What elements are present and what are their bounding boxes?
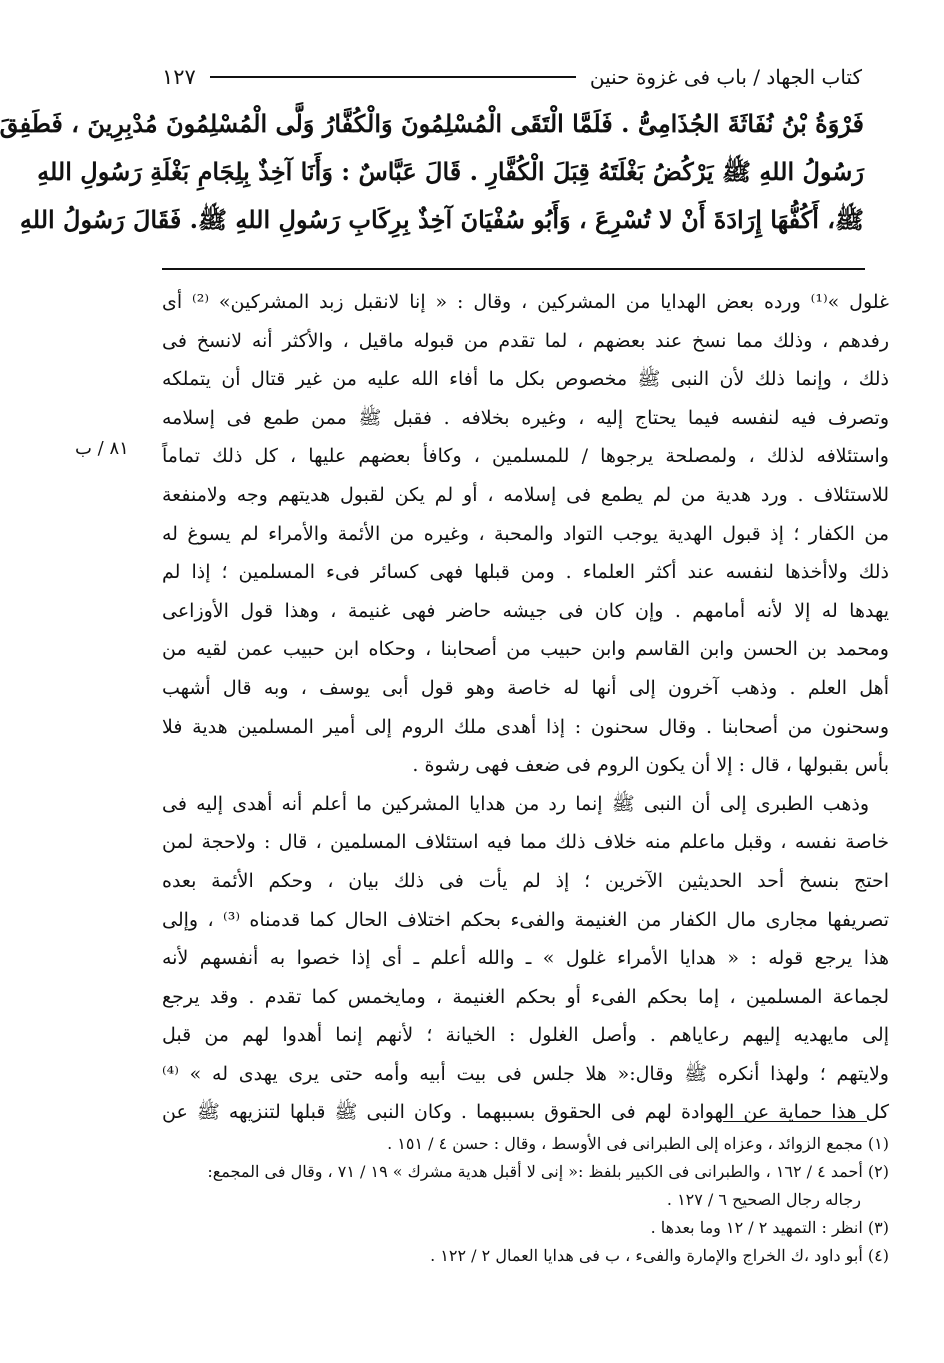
- footnote: (٤) أبو داود ،ك الخراج والإمارة والفىء ، ب فى هدايا العمال ٢ / ١٢٢ .: [430, 1246, 889, 1265]
- commentary-line: بأس بقبولها ، قال : إلا أن يكون الروم فى ضعف فهى رشوة .: [412, 754, 889, 777]
- commentary-line: أهل العلم . وذهب آخرون إلى أنها له خاصة وهو قول أبى يوسف ، وبه قال أشهب: [162, 676, 889, 699]
- commentary-line: غلول »⁽¹⁾ ورده بعض الهدايا من المشركين ، وقال : « إنا لانقبل زبد المشركين» ⁽²⁾ أى: [162, 291, 889, 313]
- commentary-line: ذلك ولاأخذها لنفسه عند أكثر العلماء . ومن قبلها فهى كسائر فىء المسلمين ؛ إذا لم: [162, 561, 889, 584]
- commentary-line: خاصة نفسه ، وقبل ماعلم منه خلاف ذلك مما فيه استئلاف المسلمين ، قال : ولاحجة لمن: [162, 831, 889, 854]
- hadith-line: ﷺ، أَكُفُّهَا إِرَادَةَ أَنْ لا تُسْرِعَ ، وَأَبُو سُفْيَانَ آخِذٌ بِرِكَابِ رَسُولِ اللهِ ﷺ. فَقَالَ رَسُولُ اللهِ: [19, 205, 864, 234]
- footnotes: [162, 1130, 889, 1270]
- commentary-line: إلى مايهديه إليهم رعاياهم . وأصل الغلول : الخيانة ؛ لأنهم إنما أهدوا لهم من قبل: [162, 1024, 889, 1047]
- commentary-line: للاستئلاف . ورد هدية من لم يطمع فى إسلامه ، أو لم يكن لقبول هديتهم وجه ولامنفعة: [162, 483, 889, 506]
- commentary-line: تصريفها مجارى مال الكفار من الغنيمة والفىء بحكم اختلاف الحال كما قدمناه ⁽³⁾ ، وإلى: [162, 908, 889, 931]
- commentary-line: ذلك ، وإنما ذلك لأن النبى ﷺ مخصوص بكل ما أفاء الله عليه من غير قتال أن يتملكه: [162, 368, 889, 391]
- commentary-text: [162, 283, 889, 1132]
- commentary-line: يهدها له إلا لأنه أمامهم . وإن كان فى جيشه حاضر فهى غنيمة ، وهذا قول الأوزاعى: [162, 599, 889, 622]
- commentary-line: هذا يرجع قوله : « هدايا الأمراء غلول » ـ والله أعلم ـ أى إذا خصوا به أنفسهم لأنه: [162, 947, 889, 970]
- running-title: كتاب الجهاد / باب فى غزوة حنين: [589, 65, 862, 89]
- commentary-line: وسحنون من أصحابنا . وقال سحنون : إذا أهدى ملك الروم إلى أمير المسلمين هدية فلا: [162, 715, 889, 738]
- commentary-line: لجماعة المسلمين ، إما بحكم الفىء أو بحكم الغنيمة ، ومايخمس كما تقدم . وقد يرجع: [162, 985, 889, 1008]
- page-header: [162, 62, 862, 92]
- section-divider: [162, 268, 865, 270]
- footnote: (٣) انظر : التمهيد ٢ / ١٢ وما بعدها .: [650, 1218, 889, 1237]
- commentary-line: رفدهم ، وذلك مما نسخ عند بعضهم ، لما تقدم من قبوله ماقيل ، والأكثر أنه لانسخ فى: [162, 329, 889, 352]
- commentary-line: وتصرف فيه لنفسه فيما يحتاج إليه ، وغيره بخلافه . فقبل ﷺ ممن طمع فى إسلامه: [162, 406, 889, 429]
- commentary-line: واستئلافه لذلك ، ولمصلحة يرجوها / للمسلمين ، وكافأ بعضهم عليها ، كل ذلك تماماً: [162, 445, 889, 468]
- commentary-line: ولايتهم ؛ ولهذا أنكره ﷺ وقال:« هلا جلس فى بيت أبيه وأمه حتى يرى يهدى له » ⁽⁴⁾: [162, 1062, 889, 1085]
- footnote-rule: [723, 1121, 867, 1122]
- commentary-line: ومحمد بن الحسن وابن القاسم وابن حبيب من أصحابنا ، وحكاه ابن حبيب عمن لقيه من: [162, 638, 889, 661]
- hadith-text: [0, 100, 864, 244]
- manuscript-folio-note: ٨١ / ب: [75, 438, 129, 459]
- page-number: ١٢٧: [162, 65, 196, 89]
- footnote: (١) مجمع الزوائد ، وعزاه إلى الطبرانى فى الأوسط ، وقال : حسن ٤ / ١٥١ .: [387, 1134, 889, 1153]
- commentary-line: وذهب الطبرى إلى أن النبى ﷺ إنما رد من هدايا المشركين ما أعلم أنه أهدى إليه فى: [162, 792, 869, 815]
- commentary-line: كل هذا حماية عن الهوادة لهم فى الحقوق بسببهما . وكان النبى ﷺ قبلها لتنزيهه ﷺ عن: [162, 1101, 889, 1124]
- hadith-line: رَسُولُ اللهِ ﷺ يَرْكُضُ بَغْلَتَهُ قِبَلَ الْكُفَّارِ . قَالَ عَبَّاسٌ : وَأَنَا آخِذٌ بِلِجَامِ بَغْلَةِ رَسُولِ اللهِ: [37, 157, 864, 186]
- commentary-line: من الكفار ؛ إذ قبول الهدية يوجب التواد والمحبة ، وغيره من الأئمة والأمراء لم يسوغ له: [162, 522, 889, 545]
- header-rule: [210, 76, 576, 78]
- commentary-line: احتج بنسخ أحد الحديثين الآخرين ؛ إذ لم يأت فى ذلك بيان ، وحكم الأئمة بعده: [162, 869, 889, 892]
- footnote: (٢) أحمد ٤ / ١٦٢ ، والطبرانى فى الكبير بلفظ :« إنى لا أقبل هدية مشرك » ١٩ / ٧١ ، وقال فى المجمع:: [207, 1162, 889, 1181]
- footnote-continuation: رجاله رجال الصحيح ٦ / ١٢٧ .: [666, 1190, 861, 1209]
- hadith-line: فَرْوَةُ بْنُ نُفَاثَةَ الجُذَامِىُّ . فَلَمَّا الْتَقَى الْمُسْلِمُونَ وَالْكُفَّارُ وَلَّى الْمُسْلِمُونَ مُدْبِرِينَ ، فَطَفِقَ: [0, 109, 864, 138]
